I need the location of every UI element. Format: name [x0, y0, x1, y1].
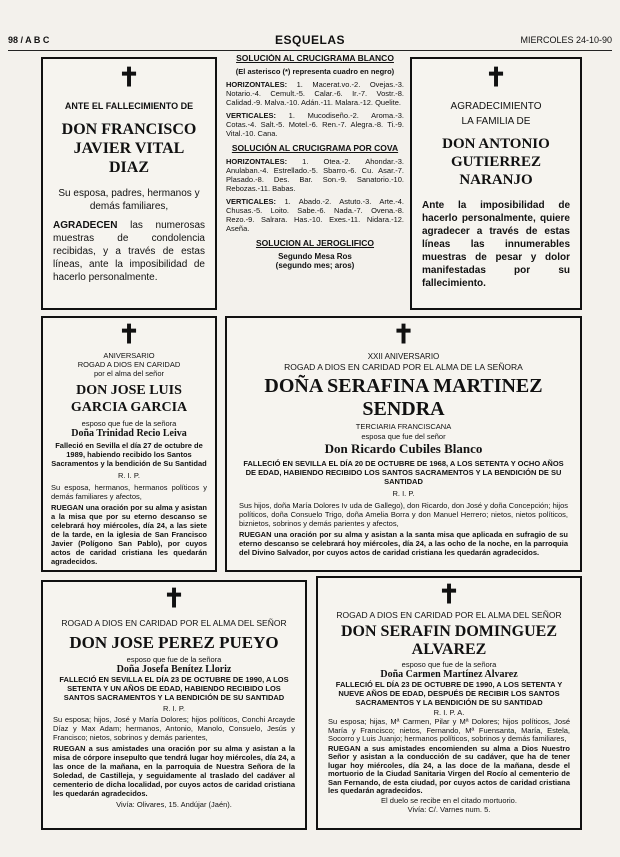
for-soul-line: por el alma del señor	[93, 369, 165, 378]
obituary-dominguez-alvarez	[316, 576, 582, 830]
death-info: Falleció en Sevilla el día 27 de octubre de 1989, habiendo recibido los Santos Sacramentos y la bendición de Su Santidad	[51, 441, 207, 468]
anniversary-garcia-garcia	[41, 316, 217, 572]
ruegan-text: RUEGAN a sus amistades una oración por su alma y asistan a la misa de córpore insepulto que tendrá lugar hoy miércoles, día 24, a las once de la mañana, en la parroquia de Nuestra Señora de la Soledad, de Castilleja, y seguidamente al traslado del cadáver al cementerio de dicha localidad, por cuyos actos de caridad cristiana les quedarán agradecidos.	[53, 744, 295, 798]
crossword-horizontal-2: HORIZONTALES: 1. Otea.-2. Ahondar.-3. Anulaban.-4. Estrellado.-5. Sbarro.-6. Cu. Asar.-7. Plasado.-8. Des. Bar. Son.-9. Sanatorio.-10. Rebozas.-11. Babas.	[226, 157, 404, 193]
family-line: Su esposa; hijas, Mª Carmen, Pilar y Mª Dolores; hijos políticos, José María y Francisco; nietos, Fernando, Mª Fuensanta, María, Estela, Socorro y Luis Juanjo; hermanos políticos, sobrinos y demás familiares,	[328, 717, 570, 743]
rip: R. I. P.	[392, 489, 415, 498]
ruegan-text: RUEGAN una oración por su alma y asistan a la misa que por su eterno descanso se celebrará hoy miércoles, día 24, a las siete de la tarde, en la iglesia de San Francisco Javier (Polígono San Pablo), por cuyos actos de caridad cristiana les quedarán agradecidos.	[51, 503, 208, 566]
family-line: Su esposa, padres, hermanos y demás familiares,	[58, 188, 200, 212]
deceased-name: DOÑA SERAFINA MARTINEZ SENDRA	[264, 375, 543, 420]
death-info: FALLECIÓ EL DÍA 23 DE OCTUBRE DE 1990, A LOS SETENTA Y NUEVE AÑOS DE EDAD, DESPUÉS DE RECIBIR LOS SANTOS SACRAMENTOS Y LA BENDICIÓN DE SU SANTIDAD	[335, 680, 563, 707]
order-line: TERCIARIA FRANCISCANA	[355, 422, 452, 431]
page-header	[8, 34, 612, 51]
death-info: FALLECIÓ EN SEVILLA EL DÍA 20 DE OCTUBRE DE 1968, A LOS SETENTA Y OCHO AÑOS DE EDAD, HABIENDO RECIBIDO LOS SANTOS SACRAMENTOS Y LA BENDICIÓN DE SU SANTIDAD	[243, 459, 564, 486]
obituary-perez-pueyo	[41, 580, 307, 830]
cross-icon: ✝	[392, 320, 415, 350]
spouse-label: esposo que fue de la señora	[126, 655, 222, 664]
thanks-text: Ante la imposibilidad de hacerlo personalmente, quiere agradecer a través de estas líneas las innumerables muestras de pesar y dolor manifestadas por su fallecimiento.	[422, 200, 570, 289]
thanks-gutierrez-naranjo	[410, 57, 582, 310]
cross-icon: ✝	[438, 580, 460, 610]
deceased-name: DON JOSE PEREZ PUEYO	[69, 633, 279, 652]
deceased-name: DON ANTONIO GUTIERREZ NARANJO	[442, 136, 550, 188]
page-number: 98 / A B C	[8, 35, 50, 45]
rip: R. I. P.	[118, 471, 140, 480]
spouse-label: esposo que fue de la señora	[81, 419, 177, 428]
deceased-name: DON JOSE LUIS GARCIA GARCIA	[70, 383, 188, 415]
rip: R. I. P. A.	[433, 708, 465, 717]
crossword-title-2: SOLUCIÓN AL CRUCIGRAMA POR COVA	[231, 143, 399, 153]
crossword-solutions	[226, 54, 404, 312]
spouse-label: esposa que fue del señor	[361, 432, 446, 441]
thanks-text: AGRADECEN las numerosas muestras de condolencia recibidas, y a través de estas líneas, ante la imposibilidad de hacerlo personalmente.	[53, 220, 206, 283]
obituary-vital-diaz	[41, 57, 217, 310]
crossword-vertical-2: VERTICALES: 1. Abado.-2. Astuto.-3. Arte.-4. Chusas.-5. Loito. Sabe.-6. Nada.-7. Ovena.-8. Rezo.-9. Salrara. Has.-10. Exes.-11. Nidara.-12. Aseña.	[226, 197, 404, 233]
thanks-heading: AGRADECIMIENTO	[450, 101, 542, 112]
pray-line: ROGAD A DIOS EN CARIDAD	[77, 360, 181, 369]
duel-note: El duelo se recibe en el citado mortuorio.	[381, 795, 517, 805]
crossword-title-1: SOLUCIÓN AL CRUCIGRAMA BLANCO	[236, 54, 394, 63]
rebus-explanation: (segundo mes; aros)	[275, 261, 355, 270]
family-line: Su esposa, hermanos, hermanos políticos y demás familiares y afectos,	[51, 483, 207, 501]
address: Vivía: Olivares, 15. Andújar (Jaén).	[116, 800, 232, 809]
ruegan-text: RUEGAN a sus amistades encomienden su alma a Dios Nuestro Señor y asistan a la conducción de su cadáver, que ha de tener lugar hoy miércoles, día 24, a las doce de la mañana, desde el mortuorio de la Ciudad Sanitaria Virgen del Rocío al cementerio de San Fernando, de esta ciudad, por cuyos actos de caridad cristiana les quedarán agradecidos.	[328, 743, 570, 795]
deceased-name: DON FRANCISCO JAVIER VITAL DIAZ	[61, 121, 197, 176]
cross-icon: ✝	[485, 63, 507, 93]
address: Vivía: C/. Varnes num. 5.	[407, 804, 491, 814]
anniversary-label: XXII ANIVERSARIO	[367, 352, 440, 361]
anniversary-label: ANIVERSARIO	[103, 351, 155, 360]
crossword-note: (El asterisco (*) representa cuadro en negro)	[235, 67, 395, 76]
spouse-name: Doña Josefa Benítez Lloriz	[116, 664, 232, 675]
pray-line: ROGAD A DIOS EN CARIDAD POR EL ALMA DE LA SEÑORA	[284, 362, 523, 372]
family-line: Su esposa; hijos, José y María Dolores; hijos políticos, Conchi Arcayde Díaz y Max Adam; hermanos, Antonio, Manolo, Consuelo, Jesús y Francisco; nietos, sobrinos y demás parientes,	[53, 715, 295, 742]
crossword-horizontal-1: HORIZONTALES: 1. Macerat.vo.-2. Ovejas.-3. Notario.-4. Cemult.-5. Calar.-6. Ir.-7. Vostr.-8. Calidad.-9. Malva.-10. Adán.-11. Malara.-12. Quelite.	[226, 80, 404, 107]
cross-icon: ✝	[118, 63, 140, 93]
spouse-name: Doña Carmen Martínez Alvarez	[380, 669, 518, 680]
rebus-answer: Segundo Mesa Ros	[278, 252, 352, 261]
deceased-name: DON SERAFIN DOMINGUEZ ALVAREZ	[340, 623, 557, 658]
death-info: FALLECIÓ EN SEVILLA EL DÍA 23 DE OCTUBRE DE 1990, A LOS SETENTA Y UN AÑOS DE EDAD, HABIENDO RECIBIDO LOS SANTOS SACRAMENTOS Y LA BENDICIÓN DE SU SANTIDAD	[59, 675, 289, 702]
pray-line: ROGAD A DIOS EN CARIDAD POR EL ALMA DEL SEÑOR	[336, 610, 562, 620]
section-title: ESQUELAS	[274, 33, 345, 47]
ruegan-text: RUEGAN una oración por su alma y asistan a la santa misa que aplicada en sufragio de su eterno descanso se celebrará hoy miércoles, día 24, a las ocho de la noche, en la parroquia del Divino Salvador, por cuyos actos de caridad cristiana les quedarán agradecidos.	[239, 530, 568, 557]
page-date: MIERCOLES 24-10-90	[520, 35, 612, 45]
spouse-label: esposo que fue de la señora	[401, 660, 497, 669]
anniversary-martinez-sendra	[225, 316, 582, 572]
family-line: Sus hijos, doña María Dolores Iv uda de Gallego), don Ricardo, don José y doña Concepción; hijos políticos, doña Consuelo Trigo, doña Amelia Borra y don Manuel Herrero; nietos, nietos políticos, biznietos, sobrinos y demás parientes y afectos,	[239, 501, 568, 528]
pray-line: ROGAD A DIOS EN CARIDAD POR EL ALMA DEL SEÑOR	[61, 618, 287, 628]
crossword-vertical-1: VERTICALES: 1. Mucodiseño.-2. Aroma.-3. Cotas.-4. Salt.-5. Motel.-6. Ren.-7. Alegra.-8. Ti.-9. Vital.-10. Cana.	[226, 111, 404, 138]
crossword-title-3: SOLUCION AL JEROGLIFICO	[255, 238, 375, 248]
family-of-line: LA FAMILIA DE	[461, 116, 531, 127]
spouse-name: Doña Trinidad Recio Leiva	[71, 428, 187, 439]
rip: R. I. P.	[163, 704, 185, 713]
spouse-name: Don Ricardo Cubiles Blanco	[324, 441, 483, 456]
cross-icon: ✝	[118, 320, 140, 350]
cross-icon: ✝	[163, 584, 185, 614]
intro-line: ANTE EL FALLECIMIENTO DE	[64, 101, 194, 111]
